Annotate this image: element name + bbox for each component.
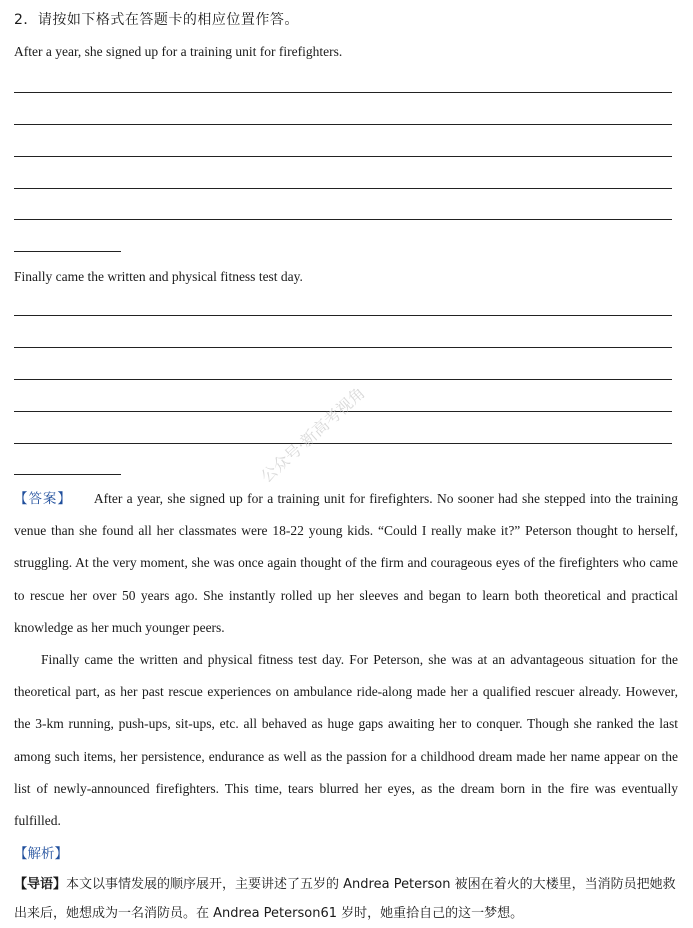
writing-line bbox=[14, 92, 672, 93]
lead-in-text: 本文以事情发展的顺序展开，主要讲述了五岁的 Andrea Peterson 被困在着火的大楼里，当消防员把她救出来后，她想成为一名消防员。在 Andrea Peterson61 岁时，她重拾自己的这一梦想。 bbox=[14, 877, 676, 921]
writing-line-short bbox=[14, 251, 121, 252]
writing-line bbox=[14, 443, 672, 444]
writing-line bbox=[14, 156, 672, 157]
answer-para1-text: After a year, she signed up for a training unit for firefighters. No sooner had she stepped into the training venue than she found all her classmates were 18-22 young kids. “Could I really make it?” Peterson thought to herself, struggling. At the very moment, she was once again thought of the firm and courageous eyes of the firefighters who came to rescue her over 50 years ago. She instantly rolled up her sleeves and began to learn both theoretical and practical knowledge as her much younger peers. bbox=[14, 491, 679, 635]
question-title: 2．请按如下格式在答题卡的相应位置作答。 bbox=[14, 12, 299, 28]
prompt-first-paragraph: After a year, she signed up for a training unit for firefighters. bbox=[14, 44, 343, 59]
analysis-label: 【解析】 bbox=[14, 846, 68, 862]
lead-in-label: 【导语】 bbox=[14, 877, 67, 892]
answer-paragraph-1 bbox=[14, 483, 678, 644]
writing-line-short bbox=[14, 474, 121, 475]
answer-label: 【答案】 bbox=[14, 491, 72, 507]
answer-para2-text: Finally came the written and physical fitness test day. For Peterson, she was at an advantageous situation for the theoretical part, as her past rescue experiences on ambulance ride-along made her a qualified rescuer already. However, the 3-km running, push-ups, sit-ups, etc. all behaved as huge gaps awaiting her to conquer. Though she ranked the last among such items, her persistence, endurance as well as the passion for a childhood dream made her name appear on the list of newly-announced firefighters. This time, tears blurred her eyes, as the dream born in the fire was eventually fulfilled. bbox=[14, 652, 678, 829]
writing-line bbox=[14, 315, 672, 316]
writing-line bbox=[14, 188, 672, 189]
prompt-second-paragraph: Finally came the written and physical fitness test day. bbox=[14, 269, 303, 284]
writing-line bbox=[14, 124, 672, 125]
writing-line bbox=[14, 347, 672, 348]
writing-line bbox=[14, 379, 672, 380]
watermark: 公众号·新高考视角 bbox=[257, 383, 369, 487]
writing-line bbox=[14, 219, 672, 220]
answer-paragraph-2 bbox=[14, 644, 678, 837]
lead-in-paragraph bbox=[14, 870, 682, 928]
